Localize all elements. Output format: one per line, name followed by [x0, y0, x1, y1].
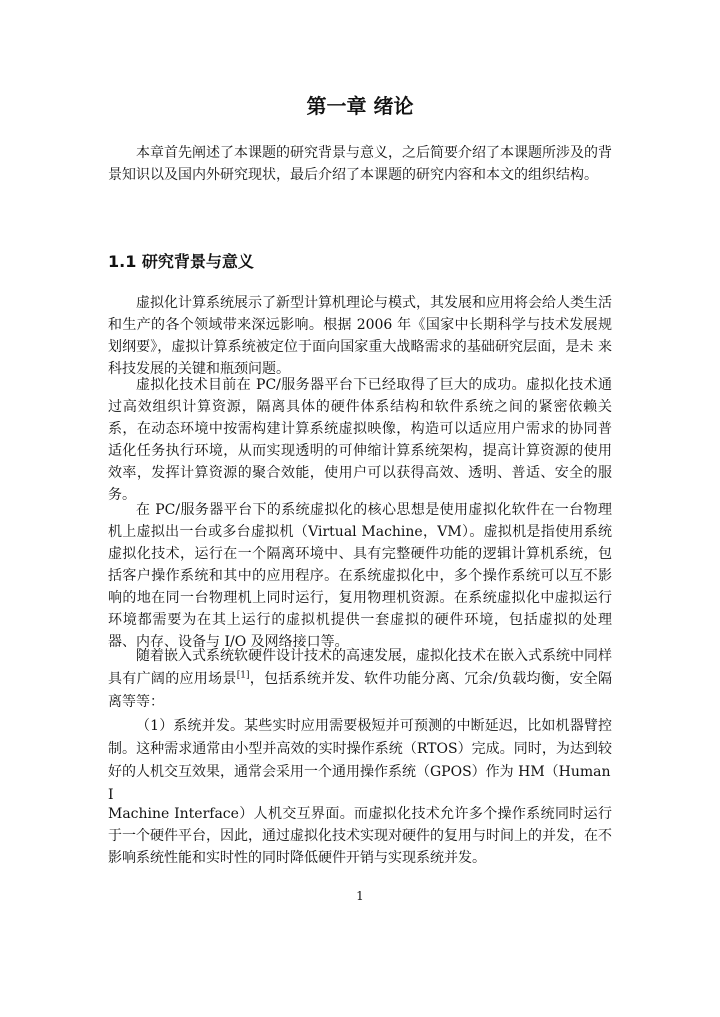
section-title: 1.1 研究背景与意义 [108, 252, 254, 271]
paragraph-5-fragment: I [108, 787, 114, 803]
chapter-title: 第一章 绪论 [306, 94, 414, 118]
paragraph-4-text-cont: ，包括系统并发、软件功能分离、冗余/负载均衡，安全隔离等等： [108, 671, 613, 710]
paragraph-5-continuation: Machine Interface）人机交互界面。而虚拟化技术允许多个操作系统同时运行于一个硬件平台，因此，通过虚拟化技术实现对硬件的复用与时间上的并发，在不影响系统性能和实时性的同时降低硬件开销与实现系统并发。 [108, 806, 612, 866]
paragraph-5-line-1: （1）系统并发。某些实时应用需要极短并可预测的中断延迟，比如机器臂控制。这种需求通常由小型并高效的实时操作系统（RTOS）完成。同时，为达到较好的人机交互效果，通常会采用一个通用操作系统（GPOS）作为 HM（Human [108, 718, 612, 780]
paragraph-1: 虚拟化计算系统展示了新型计算机理论与模式，其发展和应用将会给人类生活和生产的各个领域带来深远影响。根据 2006 年《国家中长期科学与技术发展规 划纲要》，虚拟计算系统被定位于面向国家重大战略需求的基础研究层面，是未 来科技发展的关键和瓶颈问题。 [108, 295, 612, 377]
paragraph-4-text: 随着嵌入式系统软硬件设计技术的高速发展，虚拟化技术在嵌入式系统中同样具有广阔的应用场景 [108, 648, 612, 687]
paragraph-3: 在 PC/服务器平台下的系统虚拟化的核心思想是使用虚拟化软件在一台物理 机上虚拟出一台或多台虚拟机（Virtual Machine，VM）。虚拟机是指使用系统 虚拟化技术，运行在一个隔离环境中、具有完整硬件功能的逻辑计算机系统，包 括客户操作系统和其中的应用程序。在系统虚拟化中，多个操作系统可以互不影 响的地在同一台物理机上同时运行，复用物理机资源。在系统虚拟化中虚拟运行 环境都需要为在其上运行的虚拟机提供一套虚拟的硬件环境，包括虚拟的处理 器、内存、设备与 I/O 及网络接口等。 [108, 502, 612, 650]
page-number: 1 [356, 889, 364, 903]
chapter-intro-paragraph: 本章首先阐述了本课题的研究背景与意义，之后简要介绍了本课题所涉及的背景知识以及国内外研究现状，最后介绍了本课题的研究内容和本文的组织结构。 [108, 145, 612, 183]
reference-marker: [1] [236, 670, 250, 681]
paragraph-4 [108, 645, 612, 714]
paragraph-5 [108, 715, 612, 784]
paragraph-2: 虚拟化技术目前在 PC/服务器平台下已经取得了巨大的成功。虚拟化技术通 过高效组织计算资源，隔离具体的硬件体系结构和软件系统之间的紧密依赖关 系，在动态环境中按需构建计算系统虚拟映像，构造可以适应用户需求的协同普 适化任务执行环境，从而实现透明的可伸缩计算系统架构，提高计算资源的使用 效率，发挥计算资源的聚合效能，使用户可以获得高效、透明、普适、安全的服 务。 [108, 377, 612, 503]
